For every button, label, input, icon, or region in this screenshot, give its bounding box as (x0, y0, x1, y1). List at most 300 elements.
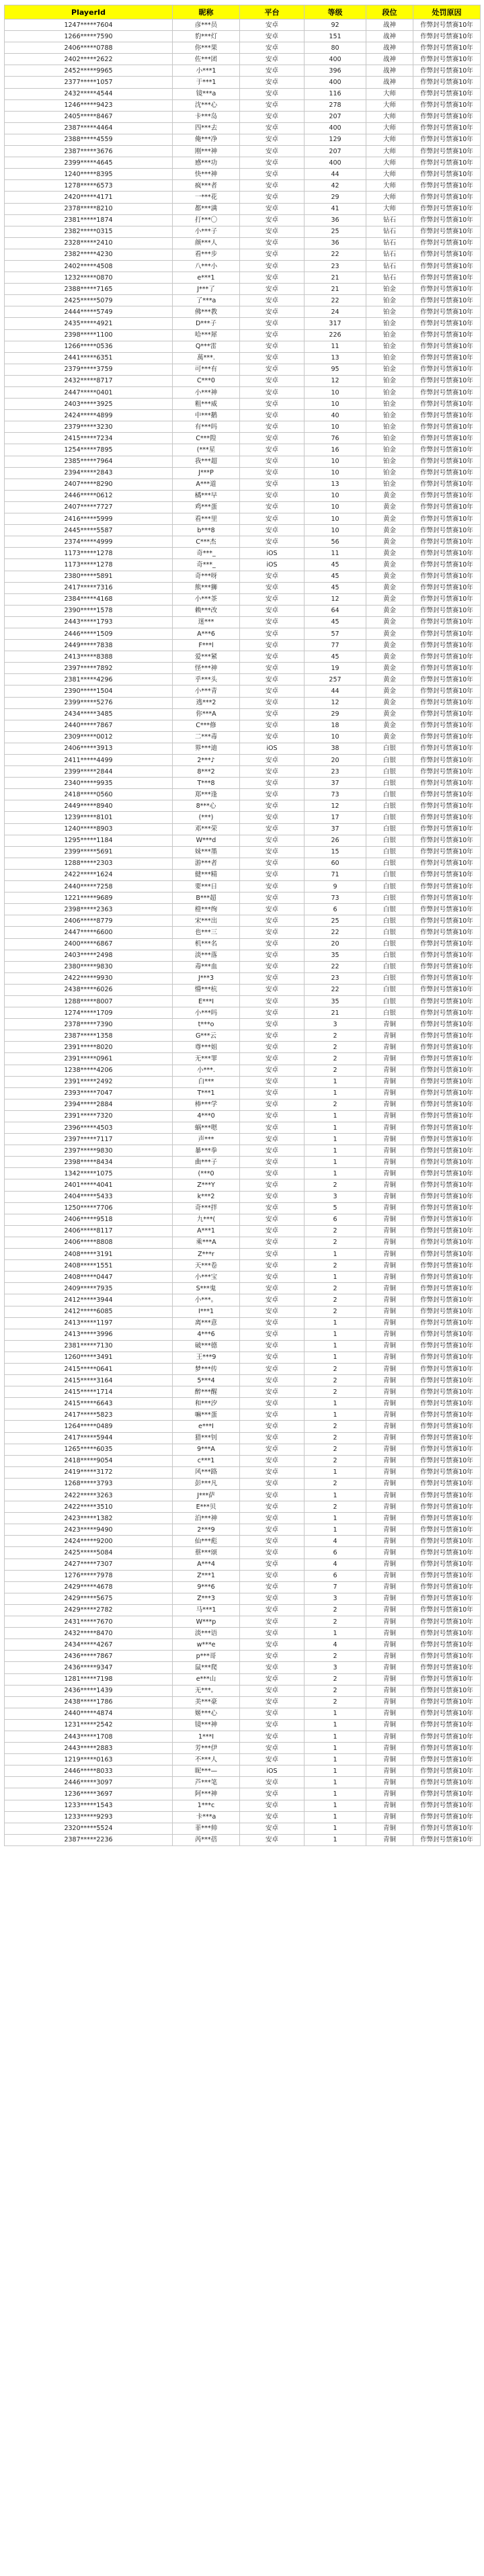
cell-nickname: 无***罪 (173, 1053, 240, 1065)
cell-level: 6 (305, 904, 366, 915)
cell-level: 2 (305, 1673, 366, 1685)
cell-rank: 铂金 (366, 352, 413, 364)
cell-penalty-reason: 作弊封号禁赛10年 (413, 1283, 481, 1294)
cell-nickname: b***8 (173, 525, 240, 536)
cell-penalty-reason: 作弊封号禁赛10年 (413, 1317, 481, 1329)
cell-level: 257 (305, 674, 366, 685)
cell-penalty-reason: 作弊封号禁赛10年 (413, 1145, 481, 1157)
cell-player-id: 1221*****9689 (5, 892, 173, 904)
cell-rank: 大师 (366, 169, 413, 180)
cell-player-id: 2397*****7117 (5, 1134, 173, 1145)
cell-rank: 大师 (366, 122, 413, 134)
cell-platform: 安卓 (240, 399, 305, 410)
table-row (5, 812, 481, 823)
cell-penalty-reason: 作弊封号禁赛10年 (413, 1375, 481, 1386)
cell-level: 396 (305, 65, 366, 77)
cell-penalty-reason: 作弊封号禁赛10年 (413, 1559, 481, 1570)
cell-platform: 安卓 (240, 1202, 305, 1214)
cell-level: 35 (305, 950, 366, 961)
cell-rank: 黄金 (366, 628, 413, 639)
cell-player-id: 2415*****0641 (5, 1363, 173, 1374)
cell-level: 2 (305, 1616, 366, 1628)
cell-level: 2 (305, 1651, 366, 1662)
cell-penalty-reason: 作弊封号禁赛10年 (413, 1581, 481, 1593)
cell-rank: 黄金 (366, 685, 413, 697)
cell-platform: 安卓 (240, 513, 305, 525)
cell-rank: 青铜 (366, 1513, 413, 1524)
cell-penalty-reason: 作弊封号禁赛10年 (413, 1409, 481, 1421)
cell-penalty-reason: 作弊封号禁赛10年 (413, 513, 481, 525)
cell-nickname: 奇***呀 (173, 571, 240, 582)
cell-platform: 安卓 (240, 99, 305, 111)
cell-player-id: 2382*****4230 (5, 249, 173, 260)
cell-platform: 安卓 (240, 995, 305, 1007)
cell-nickname: 一***花 (173, 192, 240, 203)
cell-player-id: 2407*****7727 (5, 501, 173, 513)
cell-level: 37 (305, 823, 366, 835)
cell-platform: 安卓 (240, 501, 305, 513)
cell-level: 12 (305, 800, 366, 812)
cell-level: 2 (305, 1604, 366, 1616)
cell-nickname: 你***果 (173, 42, 240, 54)
cell-nickname: 郑***逢 (173, 789, 240, 800)
cell-nickname: 怪***神 (173, 663, 240, 674)
cell-platform: iOS (240, 548, 305, 559)
cell-player-id: 2399*****4645 (5, 157, 173, 169)
cell-rank: 白银 (366, 789, 413, 800)
cell-player-id: 1233*****9293 (5, 1811, 173, 1823)
cell-nickname: 小***1 (173, 65, 240, 77)
cell-platform: 安卓 (240, 1157, 305, 1168)
cell-rank: 大师 (366, 99, 413, 111)
cell-platform: 安卓 (240, 1432, 305, 1444)
cell-rank: 青铜 (366, 1743, 413, 1754)
cell-rank: 铂金 (366, 410, 413, 421)
cell-level: 1 (305, 1272, 366, 1283)
cell-platform: 安卓 (240, 1363, 305, 1374)
cell-rank: 黄金 (366, 708, 413, 720)
cell-platform: 安卓 (240, 1559, 305, 1570)
cell-penalty-reason: 作弊封号禁赛10年 (413, 1030, 481, 1042)
cell-penalty-reason: 作弊封号禁赛10年 (413, 31, 481, 42)
table-row (5, 214, 481, 226)
cell-penalty-reason: 作弊封号禁赛10年 (413, 1478, 481, 1489)
cell-level: 1 (305, 1513, 366, 1524)
cell-rank: 白银 (366, 915, 413, 927)
cell-rank: 黄金 (366, 593, 413, 605)
cell-level: 1 (305, 1788, 366, 1800)
cell-level: 36 (305, 214, 366, 226)
table-row (5, 169, 481, 180)
cell-player-id: 2409*****7935 (5, 1283, 173, 1294)
cell-penalty-reason: 作弊封号禁赛10年 (413, 846, 481, 858)
cell-nickname: 白*** (173, 1076, 240, 1087)
cell-rank: 白银 (366, 812, 413, 823)
cell-penalty-reason: 作弊封号禁赛10年 (413, 122, 481, 134)
table-row (5, 65, 481, 77)
cell-nickname: T***8 (173, 778, 240, 789)
table-row (5, 1363, 481, 1374)
cell-player-id: 2393*****7047 (5, 1087, 173, 1099)
table-row (5, 1604, 481, 1616)
cell-nickname: 4***0 (173, 1110, 240, 1122)
cell-platform: 安卓 (240, 1260, 305, 1272)
cell-penalty-reason: 作弊封号禁赛10年 (413, 352, 481, 364)
cell-penalty-reason: 作弊封号禁赛10年 (413, 755, 481, 766)
cell-nickname: (***0 (173, 1168, 240, 1179)
cell-penalty-reason: 作弊封号禁赛10年 (413, 272, 481, 284)
cell-penalty-reason: 作弊封号禁赛10年 (413, 938, 481, 950)
cell-level: 1 (305, 1329, 366, 1340)
cell-player-id: 2388*****4559 (5, 134, 173, 145)
cell-player-id: 2403*****3925 (5, 399, 173, 410)
table-row (5, 708, 481, 720)
cell-level: 317 (305, 318, 366, 329)
cell-rank: 黄金 (366, 548, 413, 559)
cell-rank: 大师 (366, 203, 413, 214)
table-row (5, 1087, 481, 1099)
cell-penalty-reason: 作弊封号禁赛10年 (413, 743, 481, 754)
cell-player-id: 1247*****7604 (5, 19, 173, 31)
cell-nickname: 熊***狮 (173, 582, 240, 593)
cell-player-id: 2391*****7320 (5, 1110, 173, 1122)
cell-penalty-reason: 作弊封号禁赛10年 (413, 1179, 481, 1191)
cell-player-id: 2406*****8779 (5, 915, 173, 927)
ban-list-container (4, 5, 480, 1846)
cell-nickname: 八***小 (173, 260, 240, 272)
cell-player-id: 1268*****3793 (5, 1478, 173, 1489)
table-row (5, 501, 481, 513)
cell-nickname: 粗***威 (173, 399, 240, 410)
cell-nickname: 蔡***颂 (173, 1547, 240, 1559)
table-row (5, 1811, 481, 1823)
cell-level: 1 (305, 1398, 366, 1409)
cell-platform: iOS (240, 559, 305, 571)
cell-penalty-reason: 作弊封号禁赛10年 (413, 1306, 481, 1317)
table-row (5, 1777, 481, 1788)
cell-player-id: 2449*****7838 (5, 640, 173, 651)
cell-player-id: 2374*****4999 (5, 536, 173, 548)
cell-penalty-reason: 作弊封号禁赛10年 (413, 984, 481, 995)
cell-rank: 青铜 (366, 1076, 413, 1087)
cell-rank: 青铜 (366, 1019, 413, 1030)
cell-rank: 青铜 (366, 1352, 413, 1363)
cell-level: 10 (305, 456, 366, 467)
cell-penalty-reason: 作弊封号禁赛10年 (413, 180, 481, 192)
cell-platform: 安卓 (240, 927, 305, 938)
cell-nickname: 猎***钊 (173, 1432, 240, 1444)
cell-rank: 青铜 (366, 1478, 413, 1489)
cell-player-id: 2413*****3996 (5, 1329, 173, 1340)
cell-platform: 安卓 (240, 1329, 305, 1340)
cell-player-id: 2396*****4503 (5, 1122, 173, 1134)
cell-player-id: 2340*****9935 (5, 778, 173, 789)
cell-nickname: 看***里 (173, 513, 240, 525)
cell-rank: 白银 (366, 881, 413, 892)
cell-penalty-reason: 作弊封号禁赛10年 (413, 1225, 481, 1237)
cell-level: 4 (305, 1639, 366, 1651)
cell-rank: 青铜 (366, 1604, 413, 1616)
cell-penalty-reason: 作弊封号禁赛10年 (413, 1065, 481, 1076)
cell-level: 226 (305, 329, 366, 341)
cell-penalty-reason: 作弊封号禁赛10年 (413, 295, 481, 306)
table-row (5, 1237, 481, 1248)
cell-rank: 铂金 (366, 387, 413, 399)
cell-rank: 铂金 (366, 284, 413, 295)
cell-nickname: I***1 (173, 1306, 240, 1317)
cell-player-id: 1173*****1278 (5, 559, 173, 571)
cell-nickname: 佐***团 (173, 54, 240, 65)
cell-player-id: 2403*****2498 (5, 950, 173, 961)
header-platform: 平台 (240, 5, 305, 19)
cell-rank: 铂金 (366, 421, 413, 433)
cell-player-id: 2416*****5999 (5, 513, 173, 525)
cell-penalty-reason: 作弊封号禁赛10年 (413, 995, 481, 1007)
cell-platform: 安卓 (240, 1249, 305, 1260)
cell-penalty-reason: 作弊封号禁赛10年 (413, 1800, 481, 1811)
cell-platform: 安卓 (240, 571, 305, 582)
cell-penalty-reason: 作弊封号禁赛10年 (413, 1191, 481, 1202)
cell-rank: 黄金 (366, 720, 413, 731)
cell-nickname: 乘***A (173, 1237, 240, 1248)
table-row (5, 1317, 481, 1329)
cell-penalty-reason: 作弊封号禁赛10年 (413, 548, 481, 559)
cell-platform: 安卓 (240, 387, 305, 399)
cell-platform: 安卓 (240, 1662, 305, 1673)
cell-platform: 安卓 (240, 1513, 305, 1524)
cell-rank: 钻石 (366, 249, 413, 260)
cell-nickname: 了***a (173, 295, 240, 306)
cell-nickname: 爱***紧 (173, 651, 240, 663)
cell-rank: 青铜 (366, 1616, 413, 1628)
cell-platform: 安卓 (240, 685, 305, 697)
cell-penalty-reason: 作弊封号禁赛10年 (413, 54, 481, 65)
cell-platform: 安卓 (240, 31, 305, 42)
cell-player-id: 2443*****2883 (5, 1743, 173, 1754)
cell-level: 1 (305, 1157, 366, 1168)
cell-level: 45 (305, 616, 366, 628)
cell-penalty-reason: 作弊封号禁赛10年 (413, 1616, 481, 1628)
cell-rank: 白银 (366, 904, 413, 915)
cell-rank: 青铜 (366, 1409, 413, 1421)
cell-player-id: 1278*****6573 (5, 180, 173, 192)
cell-nickname: e***I (173, 1421, 240, 1432)
cell-penalty-reason: 作弊封号禁赛10年 (413, 1834, 481, 1845)
cell-nickname: T***1 (173, 1087, 240, 1099)
cell-rank: 白银 (366, 846, 413, 858)
cell-nickname: 健***精 (173, 869, 240, 880)
cell-level: 2 (305, 1478, 366, 1489)
cell-rank: 黄金 (366, 674, 413, 685)
cell-player-id: 2422*****1624 (5, 869, 173, 880)
cell-penalty-reason: 作弊封号禁赛10年 (413, 1363, 481, 1374)
cell-level: 2 (305, 1386, 366, 1398)
cell-penalty-reason: 作弊封号禁赛10年 (413, 1110, 481, 1122)
cell-penalty-reason: 作弊封号禁赛10年 (413, 881, 481, 892)
table-row (5, 1007, 481, 1019)
cell-level: 24 (305, 306, 366, 318)
table-row (5, 1386, 481, 1398)
cell-level: 151 (305, 31, 366, 42)
cell-nickname: e***山 (173, 1673, 240, 1685)
cell-player-id: 2434*****3485 (5, 708, 173, 720)
cell-platform: 安卓 (240, 800, 305, 812)
cell-platform: 安卓 (240, 582, 305, 593)
cell-penalty-reason: 作弊封号禁赛10年 (413, 214, 481, 226)
cell-rank: 白银 (366, 972, 413, 984)
cell-penalty-reason: 作弊封号禁赛10年 (413, 731, 481, 743)
cell-level: 92 (305, 19, 366, 31)
cell-rank: 黄金 (366, 616, 413, 628)
cell-penalty-reason: 作弊封号禁赛10年 (413, 1340, 481, 1352)
cell-player-id: 2423*****9490 (5, 1524, 173, 1536)
cell-nickname: c***1 (173, 1455, 240, 1466)
cell-level: 11 (305, 341, 366, 352)
table-row (5, 284, 481, 295)
cell-nickname: 姬***心 (173, 1708, 240, 1719)
table-row (5, 19, 481, 31)
table-row (5, 513, 481, 525)
cell-nickname: 刚***神 (173, 146, 240, 157)
cell-player-id: 2435*****4921 (5, 318, 173, 329)
cell-player-id: 2432*****8470 (5, 1628, 173, 1639)
cell-player-id: 1233*****1543 (5, 1800, 173, 1811)
table-row (5, 1283, 481, 1294)
cell-rank: 青铜 (366, 1225, 413, 1237)
cell-player-id: 2446*****3097 (5, 1777, 173, 1788)
cell-rank: 青铜 (366, 1466, 413, 1478)
cell-nickname: 小***神 (173, 387, 240, 399)
cell-penalty-reason: 作弊封号禁赛10年 (413, 1076, 481, 1087)
cell-penalty-reason: 作弊封号禁赛10年 (413, 1444, 481, 1455)
cell-level: 1 (305, 1628, 366, 1639)
table-row (5, 593, 481, 605)
table-row (5, 972, 481, 984)
table-row (5, 226, 481, 237)
table-row (5, 559, 481, 571)
cell-nickname: 梦***传 (173, 1363, 240, 1374)
cell-nickname: 嘛***蛋 (173, 1409, 240, 1421)
cell-player-id: 1276*****7978 (5, 1570, 173, 1581)
table-row (5, 180, 481, 192)
cell-platform: 安卓 (240, 1019, 305, 1030)
cell-player-id: 2432*****4544 (5, 88, 173, 99)
cell-level: 2 (305, 1283, 366, 1294)
table-row (5, 1157, 481, 1168)
cell-penalty-reason: 作弊封号禁赛10年 (413, 823, 481, 835)
cell-nickname: A***道 (173, 479, 240, 490)
cell-platform: 安卓 (240, 1134, 305, 1145)
cell-level: 73 (305, 892, 366, 904)
cell-rank: 青铜 (366, 1283, 413, 1294)
cell-level: 207 (305, 146, 366, 157)
cell-platform: 安卓 (240, 1581, 305, 1593)
cell-penalty-reason: 作弊封号禁赛10年 (413, 410, 481, 421)
cell-platform: 安卓 (240, 616, 305, 628)
cell-penalty-reason: 作弊封号禁赛10年 (413, 616, 481, 628)
cell-penalty-reason: 作弊封号禁赛10年 (413, 1501, 481, 1513)
cell-penalty-reason: 作弊封号禁赛10年 (413, 1272, 481, 1283)
cell-rank: 青铜 (366, 1053, 413, 1065)
cell-nickname: 佛***教 (173, 306, 240, 318)
table-row (5, 1593, 481, 1604)
table-row (5, 1685, 481, 1696)
table-row (5, 1788, 481, 1800)
cell-level: 1 (305, 1834, 366, 1845)
table-row (5, 582, 481, 593)
cell-platform: 安卓 (240, 1731, 305, 1742)
cell-nickname: C***杰 (173, 536, 240, 548)
table-row (5, 329, 481, 341)
cell-rank: 大师 (366, 180, 413, 192)
table-row (5, 272, 481, 284)
cell-player-id: 2431*****7670 (5, 1616, 173, 1628)
cell-level: 3 (305, 1019, 366, 1030)
cell-platform: 安卓 (240, 1076, 305, 1087)
cell-rank: 青铜 (366, 1696, 413, 1708)
cell-platform: 安卓 (240, 1283, 305, 1294)
cell-level: 1 (305, 1490, 366, 1501)
cell-platform: 安卓 (240, 846, 305, 858)
cell-nickname: J***了 (173, 284, 240, 295)
table-row (5, 835, 481, 846)
cell-platform: 安卓 (240, 1743, 305, 1754)
cell-penalty-reason: 作弊封号禁赛10年 (413, 685, 481, 697)
table-row (5, 1409, 481, 1421)
cell-penalty-reason: 作弊封号禁赛10年 (413, 1754, 481, 1765)
cell-platform: 安卓 (240, 1547, 305, 1559)
cell-platform: 安卓 (240, 444, 305, 456)
cell-level: 2 (305, 1294, 366, 1306)
cell-player-id: 2406*****8117 (5, 1225, 173, 1237)
cell-platform: 安卓 (240, 1696, 305, 1708)
cell-level: 1 (305, 1340, 366, 1352)
cell-penalty-reason: 作弊封号禁赛10年 (413, 927, 481, 938)
cell-nickname: 快***神 (173, 169, 240, 180)
cell-player-id: 1239*****8101 (5, 812, 173, 823)
table-row (5, 1398, 481, 1409)
cell-player-id: 2381*****7130 (5, 1340, 173, 1352)
cell-level: 2 (305, 1179, 366, 1191)
cell-rank: 黄金 (366, 513, 413, 525)
cell-penalty-reason: 作弊封号禁赛10年 (413, 1202, 481, 1214)
cell-nickname: 镜***a (173, 88, 240, 99)
cell-nickname: Z***r (173, 1249, 240, 1260)
cell-platform: 安卓 (240, 1777, 305, 1788)
cell-player-id: 2309*****0012 (5, 731, 173, 743)
cell-player-id: 2440*****4874 (5, 1708, 173, 1719)
table-row (5, 571, 481, 582)
cell-player-id: 2397*****7892 (5, 663, 173, 674)
cell-level: 400 (305, 157, 366, 169)
cell-rank: 青铜 (366, 1754, 413, 1765)
cell-player-id: 2408*****3191 (5, 1249, 173, 1260)
cell-platform: 安卓 (240, 835, 305, 846)
cell-nickname: 都***满 (173, 203, 240, 214)
cell-nickname: 打***〇 (173, 214, 240, 226)
cell-player-id: 2436*****1439 (5, 1685, 173, 1696)
table-row (5, 157, 481, 169)
table-row (5, 99, 481, 111)
table-row (5, 1754, 481, 1765)
cell-platform: 安卓 (240, 1593, 305, 1604)
cell-level: 17 (305, 812, 366, 823)
cell-penalty-reason: 作弊封号禁赛10年 (413, 1811, 481, 1823)
cell-rank: 青铜 (366, 1777, 413, 1788)
cell-nickname: J***P (173, 467, 240, 479)
table-row (5, 306, 481, 318)
cell-level: 12 (305, 593, 366, 605)
